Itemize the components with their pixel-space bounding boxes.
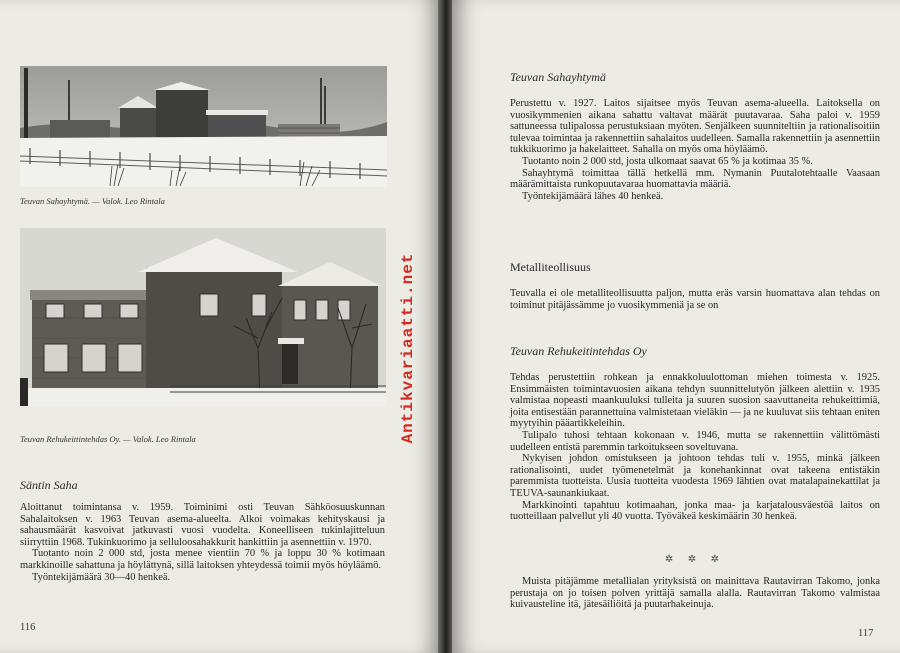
section-separator: ✲ ✲ ✲: [664, 554, 726, 565]
santin-saha-text: [20, 502, 385, 583]
sawmill-photo: [20, 66, 387, 187]
metalliteollisuus-text: [510, 288, 880, 311]
sawmill-photo-illustration: [20, 66, 387, 187]
page-number-right: 117: [858, 628, 874, 639]
paragraph: Nykyisen johdon omistukseen ja johtoon tehdas tuli v. 1955, minkä jälkeen rationalisointi, uudet työmenetelmät ja konehankinnat ovat takeena entistäkin paremmista tuotteista. Uusia tuotteita vuodesta 1969 lähtien ovat matalapainekattilat ja TEUVA-saunankiukaat.: [510, 453, 880, 499]
paragraph: Muista pitäjämme metallialan yrityksistä on mainittava Rautavirran Takomo, jonka perustaja on jo toisen polven yrittäjä samalla alalla. Rautavirran Takomo valmistaa kuivausteline itä, jätesäiliöitä ja puutarhakeinuja.: [510, 576, 880, 611]
paragraph: Tulipalo tuhosi tehtaan kokonaan v. 1946, mutta se rakennettiin välittömästi uudelleen entistä paremmin tarkoitukseen soveltuvana.: [510, 429, 880, 453]
paragraph: Tehdas perustettiin rohkean ja ennakkoluulottoman miehen toimesta v. 1925. Ensimmäisten toimintavuosien aikana tehdyn suunnittelutyön jälkeen alettiin v. 1935 valmistaa nopeasti maankuuluksi tulleita ja suuren suosion saavuttaneita rehukeittimiä, joita entisestään parannettuina valmistetaan vieläkin — ja ne kuuluvat siis tehtaan eniten myytyihin pääartikkeleihin.: [510, 372, 880, 430]
factory-photo: [20, 228, 386, 406]
left-page: [0, 0, 440, 653]
sawmill-photo-caption: Teuvan Sahayhtymä. — Valok. Leo Rintala: [20, 196, 165, 206]
paragraph: Teuvalla ei ole metalliteollisuutta paljon, mutta eräs varsin huomattava alan tehdas on toiminut pitäjässämme jo vuosikymmeniä ja se on: [510, 288, 880, 311]
paragraph: Sahayhtymä toimittaa tällä hetkellä mm. Nymanin Puutalotehtaalle Vaasaan määrämittaista runkopuutavaraa huomattavia määriä.: [510, 167, 880, 191]
paragraph: Työntekijämäärä 30—40 henkeä.: [32, 571, 171, 583]
section-title-sahayhtyma: Teuvan Sahayhtymä: [510, 70, 606, 84]
factory-photo-caption: Teuvan Rehukeittintehdas Oy. — Valok. Leo Rintala: [20, 434, 196, 444]
sahayhtyma-text: [510, 98, 880, 202]
paragraph: Markkinointi tapahtuu kotimaahan, jonka maa- ja karjatalousväestöä laitos on tuotteillaan palvellut yli 40 vuotta. Työväkeä keskimäärin 30 henkeä.: [510, 499, 880, 523]
watermark-text: Antikvariaatti.net: [399, 252, 417, 444]
section-title-metalliteollisuus: Metalliteollisuus: [510, 260, 591, 274]
section-title-santin-saha: Säntin Saha: [20, 478, 78, 492]
right-page: [452, 0, 900, 653]
paragraph: Aloittanut toimintansa v. 1959. Toiminimi osti Teuvan Sähköosuuskunnan Sahalaitoksen v. 1963 Teuvan asema-alueelta. Alkoi voimakas kehityskausi ja sahausmäärät kasvoivat jatkuvasti vuosi vuodelta. Koneelliseen tukinlajitteluun siirryttiin 1968. Tukinkuorimo ja selluloosahakkurit hankittiin ja asennettiin v. 1970.: [20, 502, 385, 548]
page-number-left: 116: [20, 622, 36, 633]
paragraph: Tuotanto noin 2 000 std, josta menee vientiin 70 % ja loppu 30 % kotimaan markkinoille sahattuna ja höylättynä, sillä laitoksen yhteydessä toimii myös höyläämö.: [20, 548, 385, 571]
watermark: [388, 232, 428, 464]
paragraph: Tuotanto noin 2 000 std, josta ulkomaat saavat 65 % ja kotimaa 35 %.: [522, 155, 813, 167]
rehukeitintehdas-text: [510, 372, 880, 523]
paragraph: Perustettu v. 1927. Laitos sijaitsee myös Teuvan asema-alueella. Laitoksella on vuosikymmenien aikana sahattu valtavat määrät puutavaraa. Saha paloi v. 1959 sattuneessa tulipalossa perustuksiaan myöten. Senjälkeen suunniteltiin ja rationalisoitiin tulevaa toimintaa ja rakennettiin sahalaitos uudelleen. Samalla rakennettiin ja asennettiin tukkikuorimo ja hakelaitteet. Sahalla on myös oma höyläämö.: [510, 98, 880, 156]
factory-photo-illustration: [20, 228, 386, 406]
paragraph: Työntekijämäärä lähes 40 henkeä.: [522, 190, 664, 202]
closing-text: [510, 576, 880, 611]
section-title-rehukeitintehdas: Teuvan Rehukeitintehdas Oy: [510, 344, 647, 358]
